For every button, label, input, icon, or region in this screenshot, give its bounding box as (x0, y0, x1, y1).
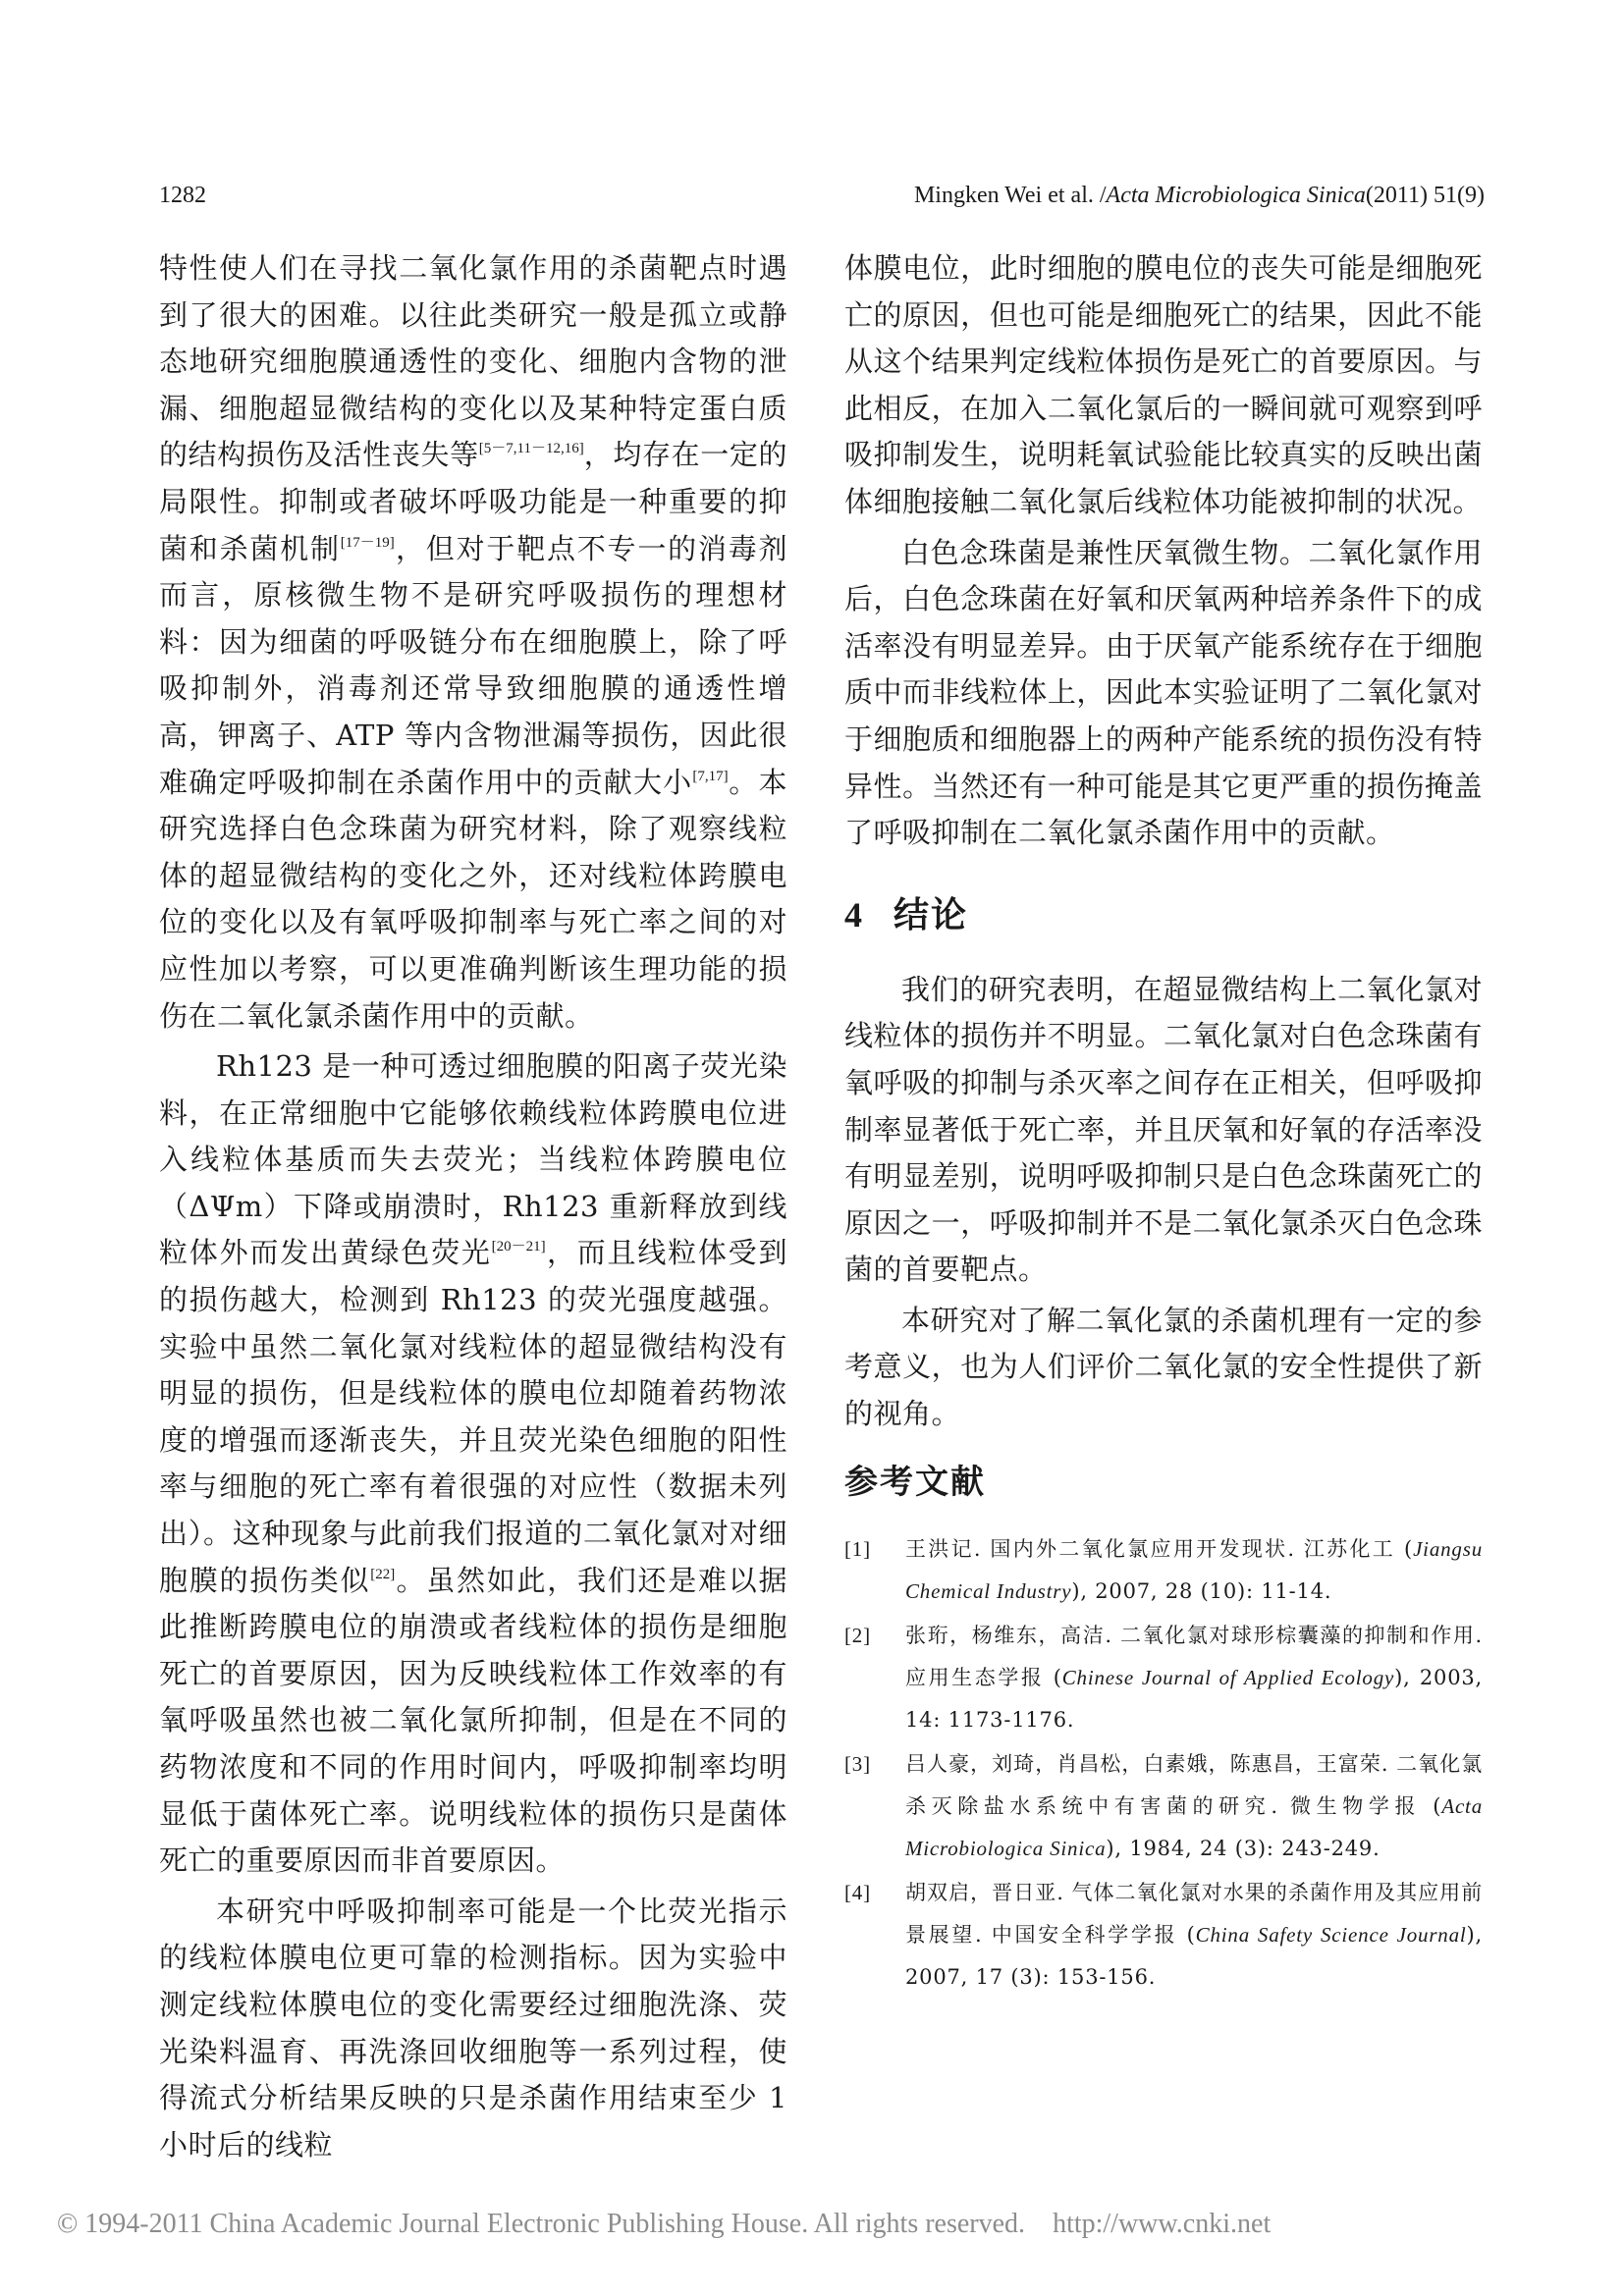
references-heading: 参考文献 (844, 1462, 986, 1502)
copyright-text: © 1994-2011 China Academic Journal Electronic Publishing House. All rights reserved. (57, 2209, 1026, 2239)
reference-item (844, 1743, 1483, 1870)
reference-number: [4] (844, 1880, 871, 1904)
citation-superscript: [22] (370, 1566, 396, 1582)
paragraph: 体膜电位，此时细胞的膜电位的丧失可能是细胞死亡的原因，但也可能是细胞死亡的结果，因此不能从这个结果判定线粒体损伤是死亡的首要原因。与此相反，在加入二氧化氯后的一瞬间就可观察到呼吸抑制发生，说明耗氧试验能比较真实的反映出菌体细胞接触二氧化氯后线粒体功能被抑制的状况。 (844, 251, 1483, 518)
reference-number: [3] (844, 1751, 871, 1776)
paragraph (159, 245, 787, 1040)
reference-text: 吕人豪，刘琦，肖昌松，白素娥，陈惠昌，王富荣. 二氧化氯杀灭除盐水系统中有害菌的研究. 微生物学报 ( (905, 1751, 1483, 1818)
paragraph-text: 。虽然如此，我们还是难以据此推断跨膜电位的崩溃或者线粒体的损伤是细胞死亡的首要原因，因为反映线粒体工作效率的有氧呼吸虽然也被二氧化氯所抑制，但是在不同的药物浓度和不同的作用时间内，呼吸抑制率均明显低于菌体死亡率。说明线粒体的损伤只是菌体死亡的重要原因而非首要原因。 (159, 1563, 787, 1878)
reference-item (844, 1528, 1483, 1613)
reference-text: 王洪记. 国内外二氧化氯应用开发现状. 江苏化工 ( (905, 1536, 1414, 1561)
reference-journal: China Safety Science Journal (1195, 1922, 1467, 1947)
journal-reference (914, 183, 1485, 209)
paragraph: 本研究对了解二氧化氯的杀菌机理有一定的参考意义，也为人们评价二氧化氯的安全性提供了新的视角。 (844, 1303, 1483, 1431)
reference-journal: Acta Microbiologica Sinica (905, 1793, 1483, 1860)
footer-url[interactable]: http://www.cnki.net (1053, 2209, 1272, 2239)
left-column (159, 245, 787, 2168)
journal-volume: (2011) 51(9) (1365, 183, 1485, 208)
section-heading (844, 890, 1483, 939)
page-number: 1282 (159, 183, 206, 208)
reference-text: 胡双启，晋日亚. 气体二氧化氯对水果的杀菌作用及其应用前景展望. 中国安全科学学报 ( (905, 1880, 1483, 1947)
section-number: 4 (844, 894, 864, 934)
paragraph-text: Rh123 是一种可透过细胞膜的阳离子荧光染料，在正常细胞中它能够依赖线粒体跨膜电位进入线粒体基质而失去荧光；当线粒体跨膜电位（ΔΨm）下降或崩溃时，Rh123 重新释放到线粒体外而发出黄绿色荧光 (159, 1049, 787, 1270)
reference-list (844, 1528, 1483, 1999)
citation-superscript: [5－7,11－12,16] (478, 441, 584, 457)
paragraph: 我们的研究表明，在超显微结构上二氧化氯对线粒体的损伤并不明显。二氧化氯对白色念珠菌有氧呼吸的抑制与杀灭率之间存在正相关，但呼吸抑制率显著低于死亡率，并且厌氧和好氧的存活率没有明显差别，说明呼吸抑制只是白色念珠菌死亡的原因之一，呼吸抑制并不是二氧化氯杀灭白色念珠菌的首要靶点。 (844, 972, 1483, 1287)
paragraph (159, 1043, 787, 1885)
reference-journal: Jiangsu Chemical Industry (905, 1536, 1483, 1603)
journal-author-prefix: Mingken Wei et al. / (913, 183, 1107, 208)
paragraph-text: 。本研究选择白色念珠菌为研究材料，除了观察线粒体的超显微结构的变化之外，还对线粒体跨膜电位的变化以及有氧呼吸抑制率与死亡率之间的对应性加以考察，可以更准确判断该生理功能的损伤在二氧化氯杀菌作用中的贡献。 (159, 765, 787, 1033)
paragraph-text: ，均存在一定的局限性。抑制或者破坏呼吸功能是一种重要的抑菌和杀菌机制 (159, 438, 787, 565)
citation-superscript: [17－19] (340, 534, 395, 551)
paragraph-text: 特性使人们在寻找二氧化氯作用的杀菌靶点时遇到了很大的困难。以往此类研究一般是孤立或静态地研究细胞膜通透性的变化、细胞内含物的泄漏、细胞超显微结构的变化以及某种特定蛋白质的结构损伤及活性丧失等 (159, 251, 787, 472)
reference-text: 张珩，杨维东，高洁. 二氧化氯对球形棕囊藻的抑制和作用. 应用生态学报 ( (905, 1623, 1483, 1689)
reference-number: [1] (844, 1536, 871, 1561)
reference-text: ), 2007, 28 (10): 11-14. (1071, 1578, 1332, 1603)
reference-text: ), 1984, 24 (3): 243-249. (1106, 1836, 1380, 1860)
paragraph: 本研究中呼吸抑制率可能是一个比荧光指示的线粒体膜电位更可靠的检测指标。因为实验中测定线粒体膜电位的变化需要经过细胞洗涤、荧光染料温育、再洗涤回收细胞等一系列过程，使得流式分析结果反映的只是杀菌作用结束至少 1 小时后的线粒 (159, 1894, 787, 2162)
paragraph: 白色念珠菌是兼性厌氧微生物。二氧化氯作用后，白色念珠菌在好氧和厌氧两种培养条件下的成活率没有明显差异。由于厌氧产能系统存在于细胞质中而非线粒体上，因此本实验证明了二氧化氯对于细胞质和细胞器上的两种产能系统的损伤没有特异性。当然还有一种可能是其它更严重的损伤掩盖了呼吸抑制在二氧化氯杀菌作用中的贡献。 (844, 535, 1483, 850)
paragraph-text: ，但对于靶点不专一的消毒剂而言，原核微生物不是研究呼吸损伤的理想材料：因为细菌的呼吸链分布在细胞膜上，除了呼吸抑制外，消毒剂还常导致细胞膜的通透性增高，钾离子、ATP 等内含物泄漏等损伤，因此很难确定呼吸抑制在杀菌作用中的贡献大小 (159, 531, 787, 799)
citation-superscript: [7,17] (692, 768, 729, 784)
reference-text: ), 2003, 14: 1173-1176. (905, 1665, 1483, 1732)
citation-superscript: [20－21] (491, 1239, 546, 1255)
paragraph-text: ，而且线粒体受到的损伤越大，检测到 Rh123 的荧光强度越强。实验中虽然二氧化氯对线粒体的超显微结构没有明显的损伤，但是线粒体的膜电位却随着药物浓度的增强而逐渐丧失，并且荧光染色细胞的阳性率与细胞的死亡率有着很强的对应性（数据未列出）。这种现象与此前我们报道的二氧化氯对对细胞膜的损伤类似 (159, 1236, 787, 1597)
copyright-footer (57, 2209, 1569, 2240)
reference-item (844, 1615, 1483, 1741)
reference-item (844, 1872, 1483, 1999)
reference-text: ), 2007, 17 (3): 153-156. (905, 1922, 1484, 1989)
running-header (159, 183, 1485, 222)
reference-journal: Chinese Journal of Applied Ecology (1061, 1665, 1395, 1689)
reference-number: [2] (844, 1623, 871, 1647)
right-column (844, 245, 1483, 2001)
journal-name: Acta Microbiologica Sinica (1106, 183, 1366, 208)
section-title: 结论 (893, 893, 969, 935)
